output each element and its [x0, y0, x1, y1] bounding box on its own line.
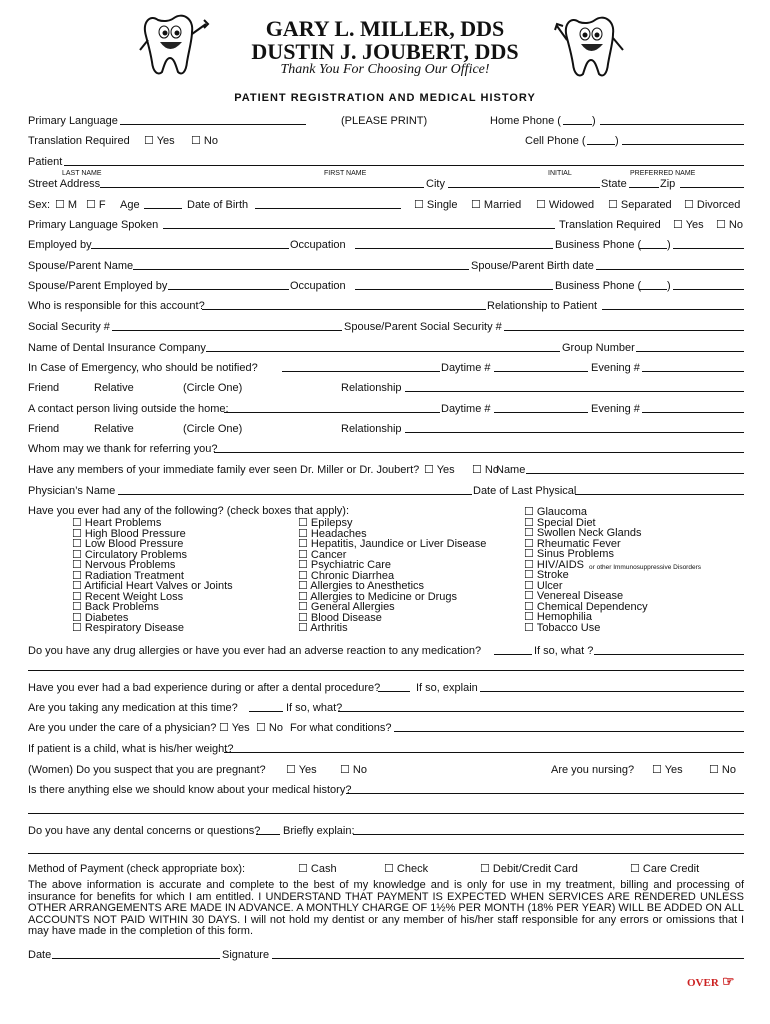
- condition-checkbox[interactable]: ☐ Chemical Dependency: [524, 600, 648, 613]
- row-drug-allergies: [28, 644, 744, 658]
- dental-concerns-answer-field[interactable]: [256, 824, 280, 835]
- label: City: [426, 178, 445, 190]
- card-checkbox[interactable]: ☐ Debit/Credit Card: [480, 863, 578, 875]
- no-checkbox[interactable]: ☐ No: [472, 464, 499, 476]
- condition-checkbox[interactable]: ☐ Nervous Problems: [72, 559, 176, 571]
- label: INITIAL: [548, 170, 572, 177]
- row-physician: [28, 484, 744, 498]
- conditions-column-2: [298, 518, 486, 634]
- yes-checkbox[interactable]: ☐ Yes: [424, 464, 455, 476]
- street-address-field[interactable]: [100, 177, 424, 188]
- label: Have any members of your immediate family ever seen Dr. Miller or Dr. Joubert?: [28, 464, 420, 476]
- home-phone-field[interactable]: [600, 114, 744, 125]
- condition-checkbox[interactable]: ☐ HIV/AIDS: [524, 558, 584, 571]
- label: A contact person living outside the home:: [28, 403, 229, 415]
- care-credit-checkbox[interactable]: ☐ Care Credit: [630, 863, 700, 875]
- row-spouse-employed: [28, 279, 744, 293]
- financial-statement: The above information is accurate and complete to the best of my knowledge and is only for use in my treatment, billing and processing of insurance for benefits for which I am entitled. I UNDERSTAND THAT PAYMENT IS EXPECTED WHEN SERVICES ARE RENDERED UNLESS OTHER ARRANGEMENTS ARE MADE IN ADVANCE. A MONTHLY CHARGE OF 1½% PER MONTH (18% PER YEAR) WILL BE ADDED ON ALL ACCOUNTS NOT PAID WITHIN 30 DAYS. I will not hold my dentist or any member of his/her staff responsible for any errors or omissions that I may have made in the completion of this form.: [28, 879, 744, 937]
- yes-checkbox[interactable]: ☐ Yes: [673, 219, 704, 231]
- condition-checkbox[interactable]: ☐ Sinus Problems: [524, 548, 614, 560]
- spouse-occupation-field[interactable]: [355, 279, 553, 290]
- label: (Circle One): [183, 382, 243, 394]
- condition-checkbox[interactable]: ☐ Radiation Treatment: [72, 569, 184, 582]
- condition-checkbox[interactable]: ☐ Epilepsy: [298, 517, 353, 529]
- condition-checkbox[interactable]: ☐ General Allergies: [298, 601, 395, 613]
- row-dental-concerns-cont: [28, 843, 744, 857]
- date-field[interactable]: [52, 948, 220, 959]
- label: Date of Birth: [187, 199, 249, 211]
- emergency-relationship-field[interactable]: [405, 381, 744, 392]
- label: ): [592, 115, 596, 127]
- condition-checkbox[interactable]: ☐ High Blood Pressure: [72, 527, 186, 540]
- row-medical-history: [28, 783, 744, 797]
- physician-name-field[interactable]: [118, 484, 472, 495]
- responsible-party-field[interactable]: [202, 299, 486, 310]
- row-patient: [28, 155, 744, 169]
- cell-area-code-field[interactable]: [587, 134, 615, 145]
- label: Business Phone (: [555, 239, 642, 251]
- label: Method of Payment (check appropriate box):: [28, 863, 246, 875]
- condition-checkbox[interactable]: ☐ Allergies to Anesthetics: [298, 580, 425, 592]
- yes-checkbox[interactable]: ☐ Yes: [144, 135, 175, 147]
- home-area-code-field[interactable]: [563, 114, 592, 125]
- label: For what conditions?: [290, 722, 392, 734]
- row-child-weight: [28, 742, 744, 756]
- nursing-yes-checkbox[interactable]: ☐ Yes: [652, 764, 683, 776]
- separated-checkbox[interactable]: ☐ Separated: [608, 199, 672, 211]
- row-spouse-name: [28, 259, 744, 273]
- label: Age: [120, 199, 140, 211]
- widowed-checkbox[interactable]: ☐ Widowed: [536, 199, 595, 211]
- conditions-column-1: [72, 518, 233, 634]
- label: Translation Required: [559, 219, 661, 231]
- label: Employed by: [28, 239, 92, 251]
- drug-allergies-answer-field[interactable]: [494, 644, 532, 655]
- divorced-checkbox[interactable]: ☐ Divorced: [684, 199, 741, 211]
- emergency-daytime-field[interactable]: [494, 361, 588, 372]
- pointing-hand-icon: ☞: [722, 975, 735, 990]
- label: Evening #: [591, 362, 640, 374]
- hiv-note: or other Immunosuppressive Disorders: [589, 564, 701, 571]
- yes-checkbox[interactable]: ☐ Yes: [219, 722, 250, 734]
- condition-checkbox[interactable]: ☐ Swollen Neck Glands: [524, 527, 642, 539]
- spouse-area-code-field[interactable]: [639, 279, 667, 290]
- label: Relationship to Patient: [487, 300, 598, 312]
- child-weight-field[interactable]: [224, 742, 744, 753]
- condition-checkbox[interactable]: ☐ Blood Disease: [298, 611, 382, 624]
- label: Home Phone (: [490, 115, 561, 127]
- label: Whom may we thank for referring you?: [28, 443, 218, 455]
- bad-experience-answer-field[interactable]: [378, 681, 410, 692]
- row-language-spoken: [28, 218, 744, 232]
- label: If so, explain: [416, 682, 478, 694]
- condition-checkbox[interactable]: ☐ Low Blood Pressure: [72, 538, 184, 550]
- nursing-no-checkbox[interactable]: ☐ No: [709, 764, 736, 776]
- age-field[interactable]: [144, 198, 182, 209]
- label: Signature: [222, 949, 270, 961]
- row-address: [28, 177, 744, 191]
- row-emergency-relationship: [28, 381, 744, 395]
- label: Business Phone (: [555, 280, 642, 292]
- condition-checkbox[interactable]: ☐ Recent Weight Loss: [72, 590, 184, 603]
- row-ssn: [28, 320, 744, 334]
- friend-option[interactable]: Friend: [28, 382, 60, 394]
- spouse-ssn-field[interactable]: [504, 320, 744, 331]
- label: Who is responsible for this account?: [28, 300, 205, 312]
- label: ): [667, 280, 671, 292]
- cell-phone-field[interactable]: [622, 134, 744, 145]
- condition-checkbox[interactable]: ☐ Tobacco Use: [524, 621, 601, 634]
- label: Patient: [28, 156, 63, 168]
- group-number-field[interactable]: [636, 341, 744, 352]
- label: Street Address: [28, 178, 101, 190]
- label: Sex:: [28, 199, 51, 211]
- label: Briefly explain:: [283, 825, 355, 837]
- label: Spouse/Parent Employed by: [28, 280, 168, 292]
- emergency-contact-field[interactable]: [282, 361, 440, 372]
- label: Are you nursing?: [551, 764, 635, 776]
- condition-checkbox[interactable]: ☐ Special Diet: [524, 516, 596, 529]
- state-field[interactable]: [629, 177, 659, 188]
- emergency-evening-field[interactable]: [642, 361, 744, 372]
- spouse-birthdate-field[interactable]: [596, 259, 744, 270]
- condition-checkbox[interactable]: ☐ Ulcer: [524, 579, 563, 592]
- conditions-field[interactable]: [394, 721, 744, 732]
- label: Daytime #: [441, 403, 491, 415]
- label: ): [667, 239, 671, 251]
- condition-checkbox[interactable]: ☐ Hemophilia: [524, 611, 592, 623]
- relative-option[interactable]: Relative: [94, 382, 134, 394]
- tagline: Thank You For Choosing Our Office!: [280, 62, 490, 77]
- married-checkbox[interactable]: ☐ Married: [471, 199, 522, 211]
- medical-history-more-field[interactable]: [28, 803, 744, 814]
- single-checkbox[interactable]: ☐ Single: [414, 199, 458, 211]
- condition-checkbox[interactable]: ☐ Respiratory Disease: [72, 622, 184, 634]
- row-outside-relationship: [28, 422, 744, 436]
- row-family: [28, 463, 744, 477]
- row-physician-care: [28, 721, 744, 735]
- label: Cell Phone (: [525, 135, 586, 147]
- label: Is there anything else we should know about your medical history?: [28, 784, 352, 796]
- label: Name of Dental Insurance Company: [28, 342, 206, 354]
- row-drug-allergies-cont: [28, 660, 744, 674]
- business-phone-field[interactable]: [673, 238, 744, 249]
- male-checkbox[interactable]: ☐ M: [55, 199, 78, 211]
- zip-field[interactable]: [680, 177, 744, 188]
- condition-checkbox[interactable]: ☐ Psychiatric Care: [298, 559, 391, 571]
- condition-checkbox[interactable]: ☐ Headaches: [298, 527, 367, 540]
- label: (PLEASE PRINT): [341, 115, 428, 127]
- business-area-code-field[interactable]: [639, 238, 667, 249]
- condition-checkbox[interactable]: ☐ Circulatory Problems: [72, 548, 188, 561]
- label: Spouse/Parent Name: [28, 260, 134, 272]
- last-physical-field[interactable]: [575, 484, 744, 495]
- female-checkbox[interactable]: ☐ F: [86, 199, 106, 211]
- employer-field[interactable]: [91, 238, 289, 249]
- label: Have you ever had a bad experience during or after a dental procedure?: [28, 682, 381, 694]
- no-checkbox[interactable]: ☐ No: [191, 135, 218, 147]
- label: Spouse/Parent Social Security #: [344, 321, 502, 333]
- family-member-name-field[interactable]: [526, 463, 744, 474]
- relationship-field[interactable]: [602, 299, 744, 310]
- condition-checkbox[interactable]: ☐ Diabetes: [72, 611, 129, 624]
- label: Are you taking any medication at this time?: [28, 702, 238, 714]
- row-sex-age-dob: [28, 198, 744, 212]
- condition-checkbox[interactable]: ☐ Allergies to Medicine or Drugs: [298, 590, 458, 603]
- label: Zip: [660, 178, 676, 190]
- row-employed: [28, 238, 744, 252]
- row-translation: [28, 134, 744, 148]
- label: Primary Language Spoken: [28, 219, 159, 231]
- label: Do you have any drug allergies or have you ever had an adverse reaction to any medication?: [28, 645, 482, 657]
- row-primary-language: [28, 114, 744, 128]
- row-responsible: [28, 299, 744, 313]
- friend-option[interactable]: Friend: [28, 423, 60, 435]
- label: Occupation: [290, 239, 346, 251]
- bad-experience-detail-field[interactable]: [480, 681, 744, 692]
- cash-checkbox[interactable]: ☐ Cash: [298, 863, 337, 875]
- label: Occupation: [290, 280, 346, 292]
- patient-name-field[interactable]: [64, 155, 744, 166]
- insurance-company-field[interactable]: [206, 341, 560, 352]
- label: ): [615, 135, 619, 147]
- conditions-question: Have you ever had any of the following? (check boxes that apply):: [28, 505, 350, 517]
- medical-history-field[interactable]: [346, 783, 744, 794]
- condition-checkbox[interactable]: ☐ Heart Problems: [72, 517, 162, 529]
- label: State: [601, 178, 627, 190]
- label: Physician’s Name: [28, 485, 116, 497]
- label: Name: [496, 464, 526, 476]
- label: (Circle One): [183, 423, 243, 435]
- label: Relationship: [341, 423, 402, 435]
- ssn-field[interactable]: [112, 320, 342, 331]
- row-signature: [28, 948, 744, 962]
- condition-checkbox[interactable]: ☐ Venereal Disease: [524, 590, 624, 602]
- doctor-name-1: GARY L. MILLER, DDS: [265, 16, 505, 41]
- label: Translation Required: [28, 135, 130, 147]
- primary-language-field[interactable]: [120, 114, 306, 125]
- language-spoken-field[interactable]: [163, 218, 555, 229]
- pregnant-yes-checkbox[interactable]: ☐ Yes: [286, 764, 317, 776]
- row-medication: [28, 701, 744, 715]
- label: (Women) Do you suspect that you are pregnant?: [28, 764, 266, 776]
- label: Daytime #: [441, 362, 491, 374]
- label: Do you have any dental concerns or questions?: [28, 825, 261, 837]
- condition-checkbox[interactable]: ☐ Back Problems: [72, 601, 159, 613]
- outside-relationship-field[interactable]: [405, 422, 744, 433]
- label: Evening #: [591, 403, 640, 415]
- label: If so, what ?: [534, 645, 594, 657]
- label: Social Security #: [28, 321, 110, 333]
- medication-answer-field[interactable]: [249, 701, 283, 712]
- label: Primary Language: [28, 115, 118, 127]
- check-checkbox[interactable]: ☐ Check: [384, 863, 429, 875]
- label: Date of Last Physical: [473, 485, 577, 497]
- spouse-business-phone-field[interactable]: [673, 279, 744, 290]
- dental-concerns-detail-field[interactable]: [353, 824, 744, 835]
- condition-checkbox[interactable]: ☐ Glaucoma: [524, 506, 588, 518]
- form-title: PATIENT REGISTRATION AND MEDICAL HISTORY: [234, 92, 536, 104]
- row-bad-experience: [28, 681, 744, 695]
- row-payment: [28, 862, 744, 876]
- relative-option[interactable]: Relative: [94, 423, 134, 435]
- drug-allergies-more-field[interactable]: [28, 660, 744, 671]
- city-field[interactable]: [448, 177, 600, 188]
- condition-checkbox[interactable]: ☐ Rheumatic Fever: [524, 537, 621, 550]
- label: In Case of Emergency, who should be notified?: [28, 362, 258, 374]
- condition-checkbox[interactable]: ☐ Stroke: [524, 569, 569, 581]
- spouse-employer-field[interactable]: [168, 279, 289, 290]
- label: Group Number: [562, 342, 635, 354]
- label: Are you under the care of a physician?: [28, 722, 217, 734]
- condition-checkbox[interactable]: ☐ Hepatitis, Jaundice or Liver Disease: [298, 538, 487, 550]
- label: Spouse/Parent Birth date: [471, 260, 594, 272]
- over-label: OVER: [687, 977, 719, 989]
- outside-daytime-field[interactable]: [494, 402, 588, 413]
- row-insurance: [28, 341, 744, 355]
- no-checkbox[interactable]: ☐ No: [716, 219, 743, 231]
- medication-detail-field[interactable]: [338, 701, 744, 712]
- occupation-field[interactable]: [355, 238, 553, 249]
- outside-contact-field[interactable]: [224, 402, 440, 413]
- row-outside-contact: [28, 402, 744, 416]
- referral-field[interactable]: [214, 442, 744, 453]
- label: If so, what?: [286, 702, 343, 714]
- row-referral: [28, 442, 744, 456]
- dental-concerns-more-field[interactable]: [28, 843, 744, 854]
- condition-checkbox[interactable]: ☐ Artificial Heart Valves or Joints: [72, 580, 233, 592]
- label: If patient is a child, what is his/her weight?: [28, 743, 234, 755]
- label: PREFERRED NAME: [630, 170, 696, 177]
- row-pregnant: [28, 763, 744, 777]
- doctor-name-2: DUSTIN J. JOUBERT, DDS: [251, 39, 519, 64]
- spouse-name-field[interactable]: [133, 259, 469, 270]
- drug-allergies-detail-field[interactable]: [594, 644, 744, 655]
- pregnant-no-checkbox[interactable]: ☐ No: [340, 764, 367, 776]
- condition-checkbox[interactable]: ☐ Chronic Diarrhea: [298, 569, 395, 582]
- label: Relationship: [341, 382, 402, 394]
- outside-evening-field[interactable]: [642, 402, 744, 413]
- label: LAST NAME: [62, 170, 102, 177]
- label: Date: [28, 949, 52, 961]
- row-medical-history-cont: [28, 803, 744, 817]
- signature-field[interactable]: [272, 948, 744, 959]
- dob-field[interactable]: [255, 198, 401, 209]
- no-checkbox[interactable]: ☐ No: [256, 722, 283, 734]
- row-emergency: [28, 361, 744, 375]
- label: FIRST NAME: [324, 170, 367, 177]
- condition-checkbox[interactable]: ☐ Cancer: [298, 548, 347, 561]
- row-dental-concerns: [28, 824, 744, 838]
- condition-checkbox[interactable]: ☐ Arthritis: [298, 622, 348, 634]
